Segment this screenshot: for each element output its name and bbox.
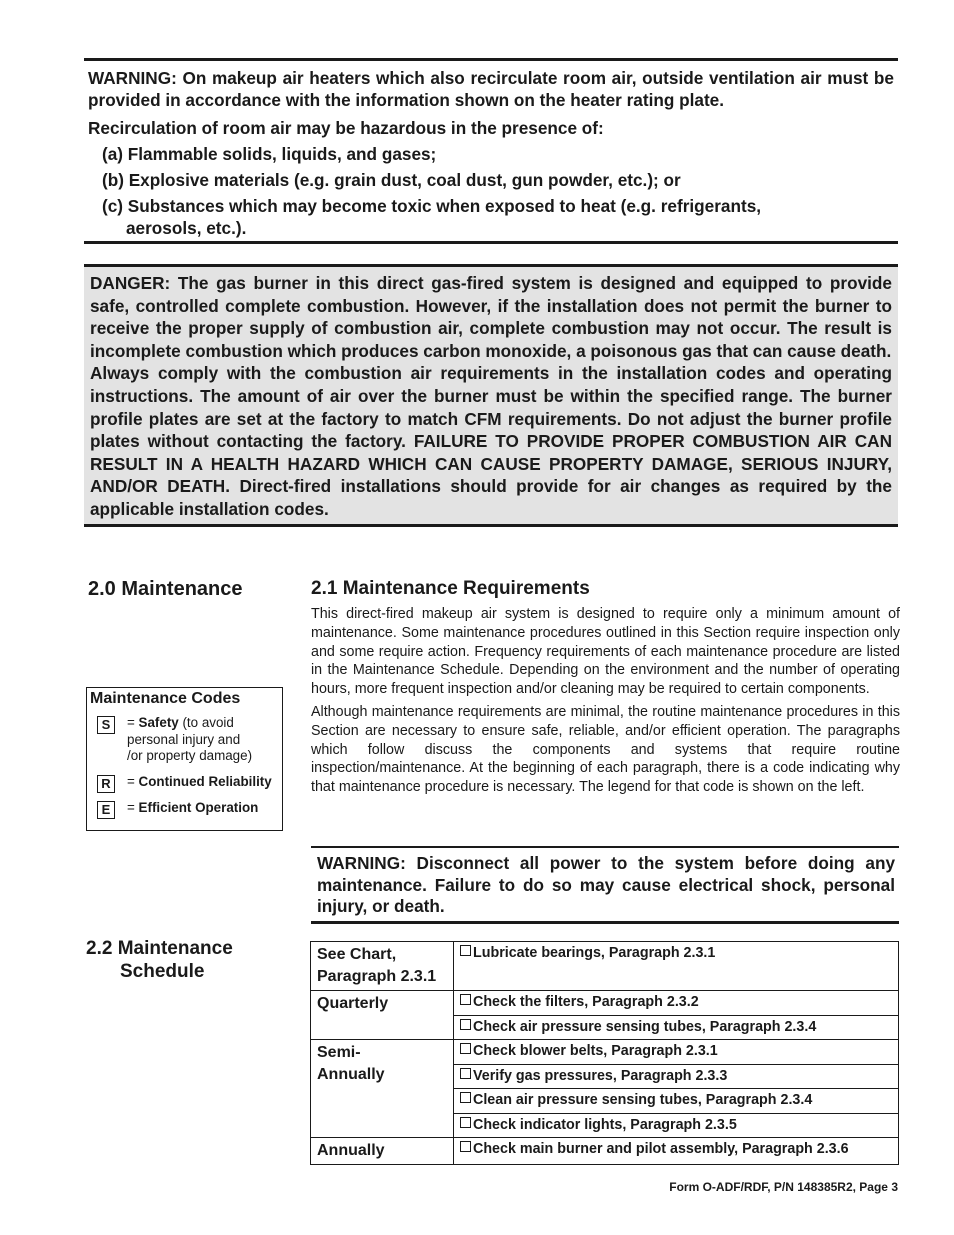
section-2-2-heading bbox=[86, 937, 233, 983]
checkbox-icon[interactable] bbox=[460, 1117, 471, 1128]
checkbox-icon[interactable] bbox=[460, 1043, 471, 1054]
table-row bbox=[311, 991, 899, 1016]
table-row bbox=[311, 1040, 899, 1065]
checkbox-icon[interactable] bbox=[460, 1141, 471, 1152]
warning2-bottom-rule bbox=[311, 921, 899, 924]
warning-item-c-continued: aerosols, etc.). bbox=[126, 218, 247, 238]
task-check-main-burner: Check main burner and pilot assembly, Paragraph 2.3.6 bbox=[473, 1141, 849, 1157]
maintenance-codes-legend bbox=[86, 687, 283, 831]
checkbox-icon[interactable] bbox=[460, 994, 471, 1005]
warning-paragraph: WARNING: On makeup air heaters which also recirculate room air, outside ventilation air must be provided in accordance with the information shown on the heater rating plate. bbox=[88, 68, 894, 110]
frequency-cell-chart bbox=[311, 942, 454, 991]
task-check-sensing-tubes: Check air pressure sensing tubes, Paragraph 2.3.4 bbox=[473, 1018, 817, 1035]
equals-sign: = bbox=[127, 774, 139, 789]
task-cell bbox=[454, 1089, 899, 1114]
table-row bbox=[311, 942, 899, 991]
code-r-badge: R bbox=[97, 775, 115, 793]
section-2-2-title-line-1: 2.2 Maintenance bbox=[86, 938, 233, 959]
legend-safety-text-3: /or property damage) bbox=[127, 748, 253, 763]
frequency-cell-annually: Annually bbox=[311, 1138, 454, 1165]
task-check-indicator-lights: Check indicator lights, Paragraph 2.3.5 bbox=[473, 1116, 737, 1133]
warning2-text: WARNING: Disconnect all power to the system before doing any maintenance. Failure to do so may cause electrical shock, personal injury, or death. bbox=[317, 853, 895, 916]
legend-safety-text-1: (to avoid bbox=[178, 715, 234, 730]
frequency-cell-semi-annually bbox=[311, 1040, 454, 1138]
task-cell bbox=[454, 991, 899, 1016]
legend-efficiency-label: Efficient Operation bbox=[138, 800, 259, 815]
legend-title: Maintenance Codes bbox=[90, 690, 241, 707]
code-s-badge: S bbox=[97, 716, 115, 734]
task-cell bbox=[454, 1040, 899, 1065]
task-cell bbox=[454, 1113, 899, 1138]
warning-item-a: (a) Flammable solids, liquids, and gases; bbox=[102, 144, 437, 164]
task-verify-gas-pressures: Verify gas pressures, Paragraph 2.3.3 bbox=[473, 1067, 728, 1084]
checkbox-icon[interactable] bbox=[460, 1019, 471, 1030]
danger-block bbox=[84, 264, 898, 527]
section-2-1-paragraph-2: Although maintenance requirements are minimal, the routine maintenance procedures in this Section are necessary to ensure safe, reliable, and/or efficient operation. The paragraphs which follow discuss the components and systems that require routine inspection/maintenance. At the beginning of each paragraph, there is a code indicating why that maintenance procedure is necessary. The legend for that code is shown on the left. bbox=[311, 703, 900, 796]
checkbox-icon[interactable] bbox=[460, 1092, 471, 1103]
equals-sign: = bbox=[127, 800, 139, 815]
danger-paragraph-2: Always comply with the combustion air requirements in the installation codes and operating instructions. The amount of air over the burner must be within the specified range. The burner profile plates are set at the factory to match CFM requirements. Do not adjust the burner profile plates without contacting the factory. FAILURE TO PROVIDE PROPER COMBUSTION AIR CAN RESULT IN A HEALTH HAZARD WHICH CAN CAUSE PROPERTY DAMAGE, SERIOUS INJURY, AND/OR DEATH. Direct-fired installations should provide for air changes as required by the applicable installation codes. bbox=[90, 363, 892, 519]
frequency-cell-quarterly: Quarterly bbox=[311, 991, 454, 1040]
frequency-chart-line-2: Paragraph 2.3.1 bbox=[317, 968, 437, 985]
frequency-chart-line-1: See Chart, bbox=[317, 946, 397, 963]
task-cell bbox=[454, 1138, 899, 1165]
page-footer: Form O-ADF/RDF, P/N 148385R2, Page 3 bbox=[669, 1180, 898, 1194]
danger-paragraph-1: DANGER: The gas burner in this direct gas-fired system is designed and equipped to provide safe, controlled complete combustion. However, if the installation does not permit the burner to receive the proper supply of combustion air, complete combustion may not occur. The result is incomplete combustion which produces carbon monoxide, a poisonous gas that can cause death. bbox=[90, 273, 892, 361]
section-2-0-heading: 2.0 Maintenance bbox=[88, 578, 243, 600]
legend-safety-label: Safety bbox=[138, 715, 179, 730]
power-disconnect-warning bbox=[311, 846, 899, 924]
equals-sign: = bbox=[127, 715, 139, 730]
frequency-semi-line-1: Semi- bbox=[317, 1044, 361, 1061]
task-cell bbox=[454, 1064, 899, 1089]
task-cell bbox=[454, 1015, 899, 1040]
warning-bottom-rule bbox=[84, 241, 898, 244]
task-clean-sensing-tubes: Clean air pressure sensing tubes, Paragraph 2.3.4 bbox=[473, 1092, 813, 1108]
code-e-badge: E bbox=[97, 801, 115, 819]
section-2-1-body bbox=[311, 605, 900, 801]
checkbox-icon[interactable] bbox=[460, 1068, 471, 1079]
section-2-1-heading: 2.1 Maintenance Requirements bbox=[311, 578, 590, 599]
legend-efficiency-desc bbox=[127, 800, 258, 817]
legend-safety-text-2: personal injury and bbox=[127, 731, 241, 747]
table-row bbox=[311, 1138, 899, 1165]
task-check-blower-belts: Check blower belts, Paragraph 2.3.1 bbox=[473, 1043, 718, 1059]
section-2-1-paragraph-1: This direct-fired makeup air system is designed to require only a minimum amount of maintenance. Some maintenance procedures outlined in this Section require inspection only and some require action. Frequency requirements of each maintenance procedure are listed in the Maintenance Schedule. Depending on the environment and the number of operating hours, more frequent inspection and/or cleaning may be required to certain components. bbox=[311, 606, 900, 698]
task-cell bbox=[454, 942, 899, 991]
legend-safety-desc bbox=[127, 715, 252, 765]
legend-reliability-desc bbox=[127, 774, 272, 791]
section-2-2-title-line-2: Schedule bbox=[120, 961, 205, 982]
task-lubricate-bearings: Lubricate bearings, Paragraph 2.3.1 bbox=[473, 945, 716, 961]
task-check-filters: Check the filters, Paragraph 2.3.2 bbox=[473, 994, 699, 1010]
checkbox-icon[interactable] bbox=[460, 945, 471, 956]
danger-bottom-rule bbox=[84, 524, 898, 527]
warning-item-c: (c) Substances which may become toxic when exposed to heat (e.g. refrigerants, bbox=[102, 196, 762, 216]
warning-item-b: (b) Explosive materials (e.g. grain dust, coal dust, gun powder, etc.); or bbox=[102, 170, 681, 190]
warning-lead: Recirculation of room air may be hazardous in the presence of: bbox=[88, 118, 604, 138]
maintenance-schedule-table bbox=[310, 941, 899, 1165]
recirculation-warning bbox=[84, 58, 898, 244]
legend-reliability-label: Continued Reliability bbox=[138, 774, 272, 789]
frequency-semi-line-2: Annually bbox=[317, 1066, 385, 1083]
